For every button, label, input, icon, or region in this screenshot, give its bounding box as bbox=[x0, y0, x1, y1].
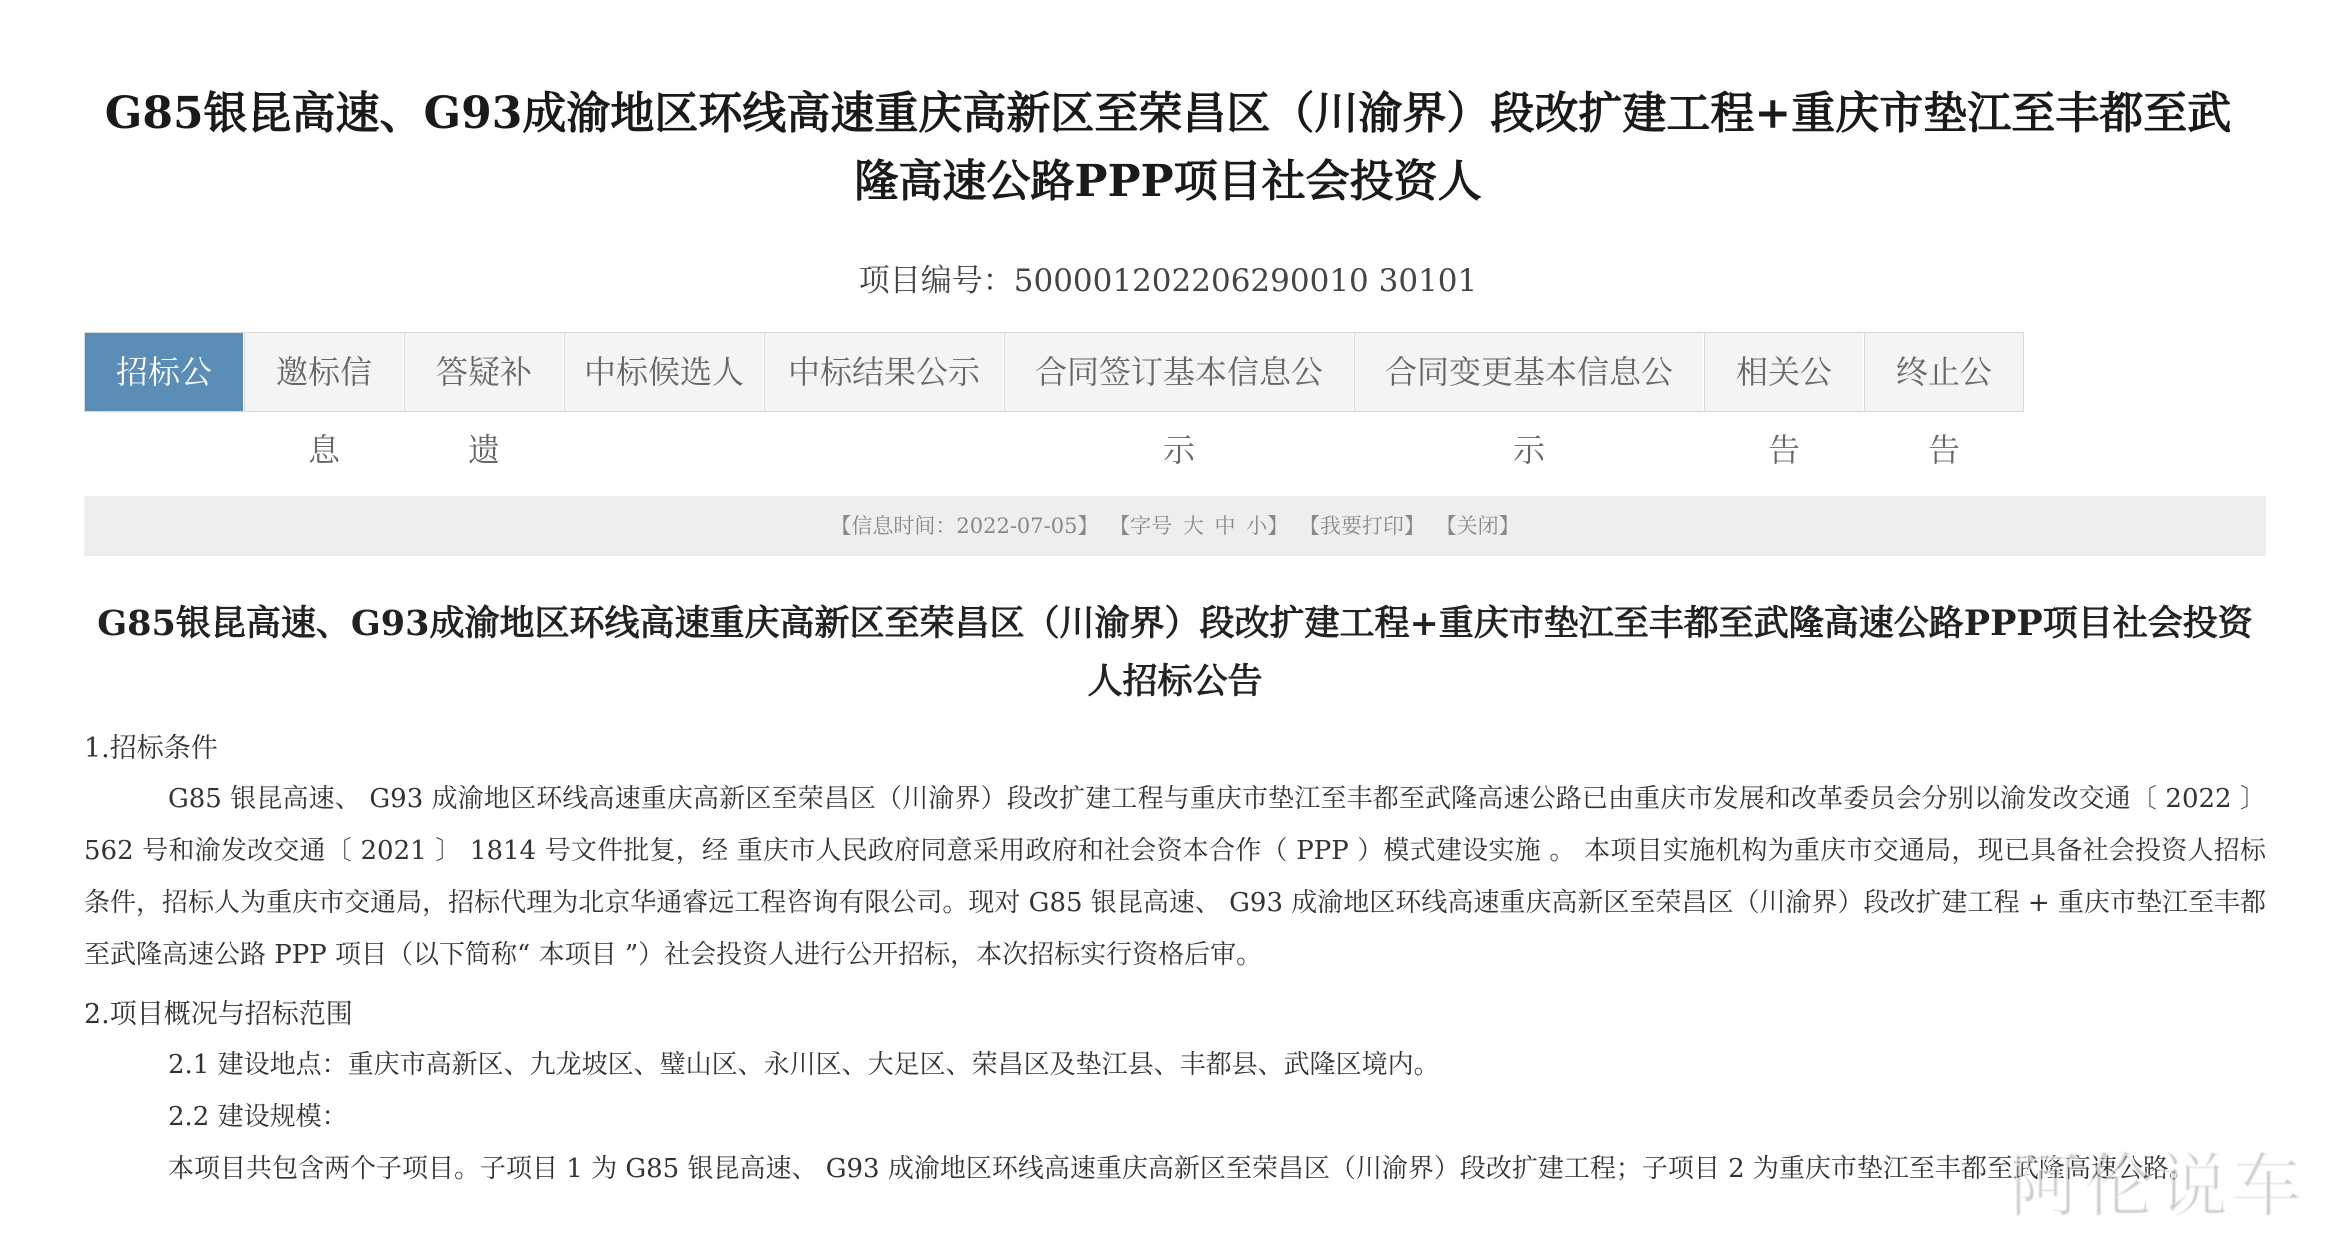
construction-scale-paragraph: 本项目共包含两个子项目。子项目 1 为 G85 银昆高速、 G93 成渝地区环线高速重庆高新区至荣昌区（川渝界）段改扩建工程；子项目 2 为重庆市垫江至丰都至武隆高速公路。 bbox=[168, 1154, 2195, 1184]
tab-winning-candidates[interactable]: 中标候选人 bbox=[564, 333, 764, 411]
print-link[interactable]: 【我要打印】 bbox=[1298, 514, 1425, 538]
tab-bid-announcement[interactable]: 招标公告 bbox=[84, 333, 244, 411]
close-link[interactable]: 【关闭】 bbox=[1435, 514, 1520, 538]
bid-conditions-paragraph: G85 银昆高速、 G93 成渝地区环线高速重庆高新区至荣昌区（川渝界）段改扩建工程与重庆市垫江至丰都至武隆高速公路已由重庆市发展和改革委员会分别以渝发改交通〔 2022 〕 562 号和渝发改交通〔 2021 〕 1814 号文件批复，经 重庆市人民政府同意采用政府和社会资本合作（ PPP ）模式建设实施 。 本项目实施机构为重庆市交通局，现已具备社会投资人招标条件，招标人为重庆市交通局，招标代理为北京华通睿远工程咨询有限公司。现对 G85 银昆高速、 G93 成渝地区环线高速重庆高新区至荣昌区（川渝界）段改扩建工程 + 重庆市垫江至丰都至武隆高速公路 PPP 项目（以下简称“ 本项目 ”）社会投资人进行公开招标，本次招标实行资格后审。 bbox=[84, 784, 2266, 970]
construction-scale-label: 2.2 建设规模： bbox=[168, 1102, 348, 1132]
font-size-small-link[interactable]: 小】 bbox=[1246, 514, 1289, 538]
project-number-value: 500001202206290010 30101 bbox=[1013, 263, 1478, 299]
notice-content bbox=[84, 725, 2266, 1195]
watermark-logo: 阿伦说车 bbox=[2010, 1145, 2306, 1227]
project-number-label: 项目编号： bbox=[858, 263, 1014, 299]
notice-title: G85银昆高速、G93成渝地区环线高速重庆高新区至荣昌区（川渝界）段改扩建工程+重庆市垫江至丰都至武隆高速公路PPP项目社会投资人招标公告 bbox=[97, 603, 2253, 702]
font-size-medium-link[interactable]: 中 bbox=[1214, 514, 1236, 538]
font-size-large-link[interactable]: 大 bbox=[1182, 514, 1204, 538]
page-title: G85银昆高速、G93成渝地区环线高速重庆高新区至荣昌区（川渝界）段改扩建工程+重庆市垫江至丰都至武隆高速公路PPP项目社会投资人 bbox=[104, 88, 2232, 207]
notice-tabs bbox=[84, 332, 2024, 469]
tab-related-notices[interactable]: 相关公告 bbox=[1704, 333, 1864, 411]
tab-invitation-info[interactable]: 邀标信息 bbox=[244, 333, 404, 411]
tab-termination-notice[interactable]: 终止公告 bbox=[1864, 333, 2024, 411]
tab-winning-result[interactable]: 中标结果公示 bbox=[764, 333, 1004, 411]
section-heading-project-overview: 2.项目概况与招标范围 bbox=[84, 999, 353, 1030]
section-heading-bid-conditions: 1.招标条件 bbox=[84, 733, 218, 764]
tab-contract-change[interactable]: 合同变更基本信息公示 bbox=[1354, 333, 1704, 411]
construction-location: 2.1 建设地点：重庆市高新区、九龙坡区、璧山区、永川区、大足区、荣昌区及垫江县、丰都县、武隆区境内。 bbox=[168, 1050, 1440, 1080]
info-bar bbox=[84, 496, 2266, 556]
tab-contract-signing[interactable]: 合同签订基本信息公示 bbox=[1004, 333, 1354, 411]
info-time: 【信息时间：2022-07-05】 bbox=[830, 514, 1099, 538]
tab-qa-addendum[interactable]: 答疑补遗 bbox=[404, 333, 564, 411]
project-number bbox=[0, 255, 2336, 300]
font-size-label: 【字号 bbox=[1109, 514, 1173, 538]
